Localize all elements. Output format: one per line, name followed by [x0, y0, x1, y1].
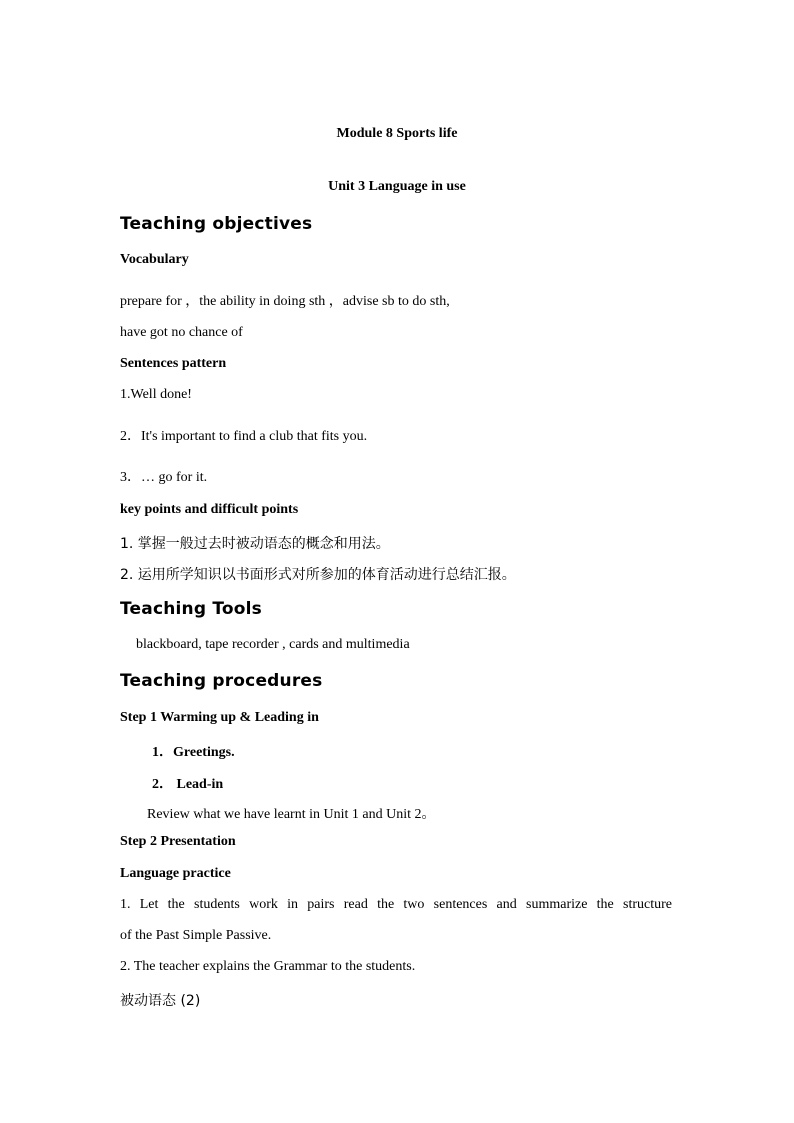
teaching-tools-text: blackboard, tape recorder , cards and multimedia	[136, 637, 410, 652]
language-practice-heading: Language practice	[120, 866, 231, 881]
passive-voice-title: 被动语态 (2)	[120, 993, 201, 1009]
sentence-3: 3．… go for it.	[120, 470, 208, 485]
practice-2: 2. The teacher explains the Grammar to the students.	[120, 959, 416, 974]
step-1-item-greetings: 1．Greetings.	[152, 745, 235, 760]
unit-title: Unit 3 Language in use	[328, 179, 466, 194]
vocabulary-line-1: prepare for ，the ability in doing sth ，advise sb to do sth,	[120, 294, 450, 309]
sentences-pattern-heading: Sentences pattern	[120, 356, 227, 371]
step-1-item-lead-in: 2． Lead-in	[152, 777, 224, 792]
vocabulary-heading: Vocabulary	[120, 252, 189, 267]
vocabulary-line-2: have got no chance of	[120, 325, 243, 340]
sentence-1: 1.Well done!	[120, 387, 192, 402]
step-1-heading: Step 1 Warming up & Leading in	[120, 710, 319, 725]
module-title: Module 8 Sports life	[336, 126, 458, 141]
teaching-tools-heading: Teaching Tools	[120, 599, 262, 619]
teaching-objectives-heading: Teaching objectives	[120, 214, 313, 234]
key-point-2: 2. 运用所学知识以书面形式对所参加的体育活动进行总结汇报。	[120, 567, 516, 583]
teaching-procedures-heading: Teaching procedures	[120, 671, 323, 691]
sentence-2: 2．It's important to find a club that fits you.	[120, 429, 368, 444]
key-points-heading: key points and difficult points	[120, 502, 299, 517]
practice-1-line-1: 1. Let the students work in pairs read the two sentences and summarize the structure	[120, 897, 672, 912]
key-point-1: 1. 掌握一般过去时被动语态的概念和用法。	[120, 536, 390, 552]
practice-1-line-2: of the Past Simple Passive.	[120, 928, 272, 943]
step-1-review: Review what we have learnt in Unit 1 and Unit 2。	[147, 807, 436, 822]
step-2-heading: Step 2 Presentation	[120, 834, 236, 849]
